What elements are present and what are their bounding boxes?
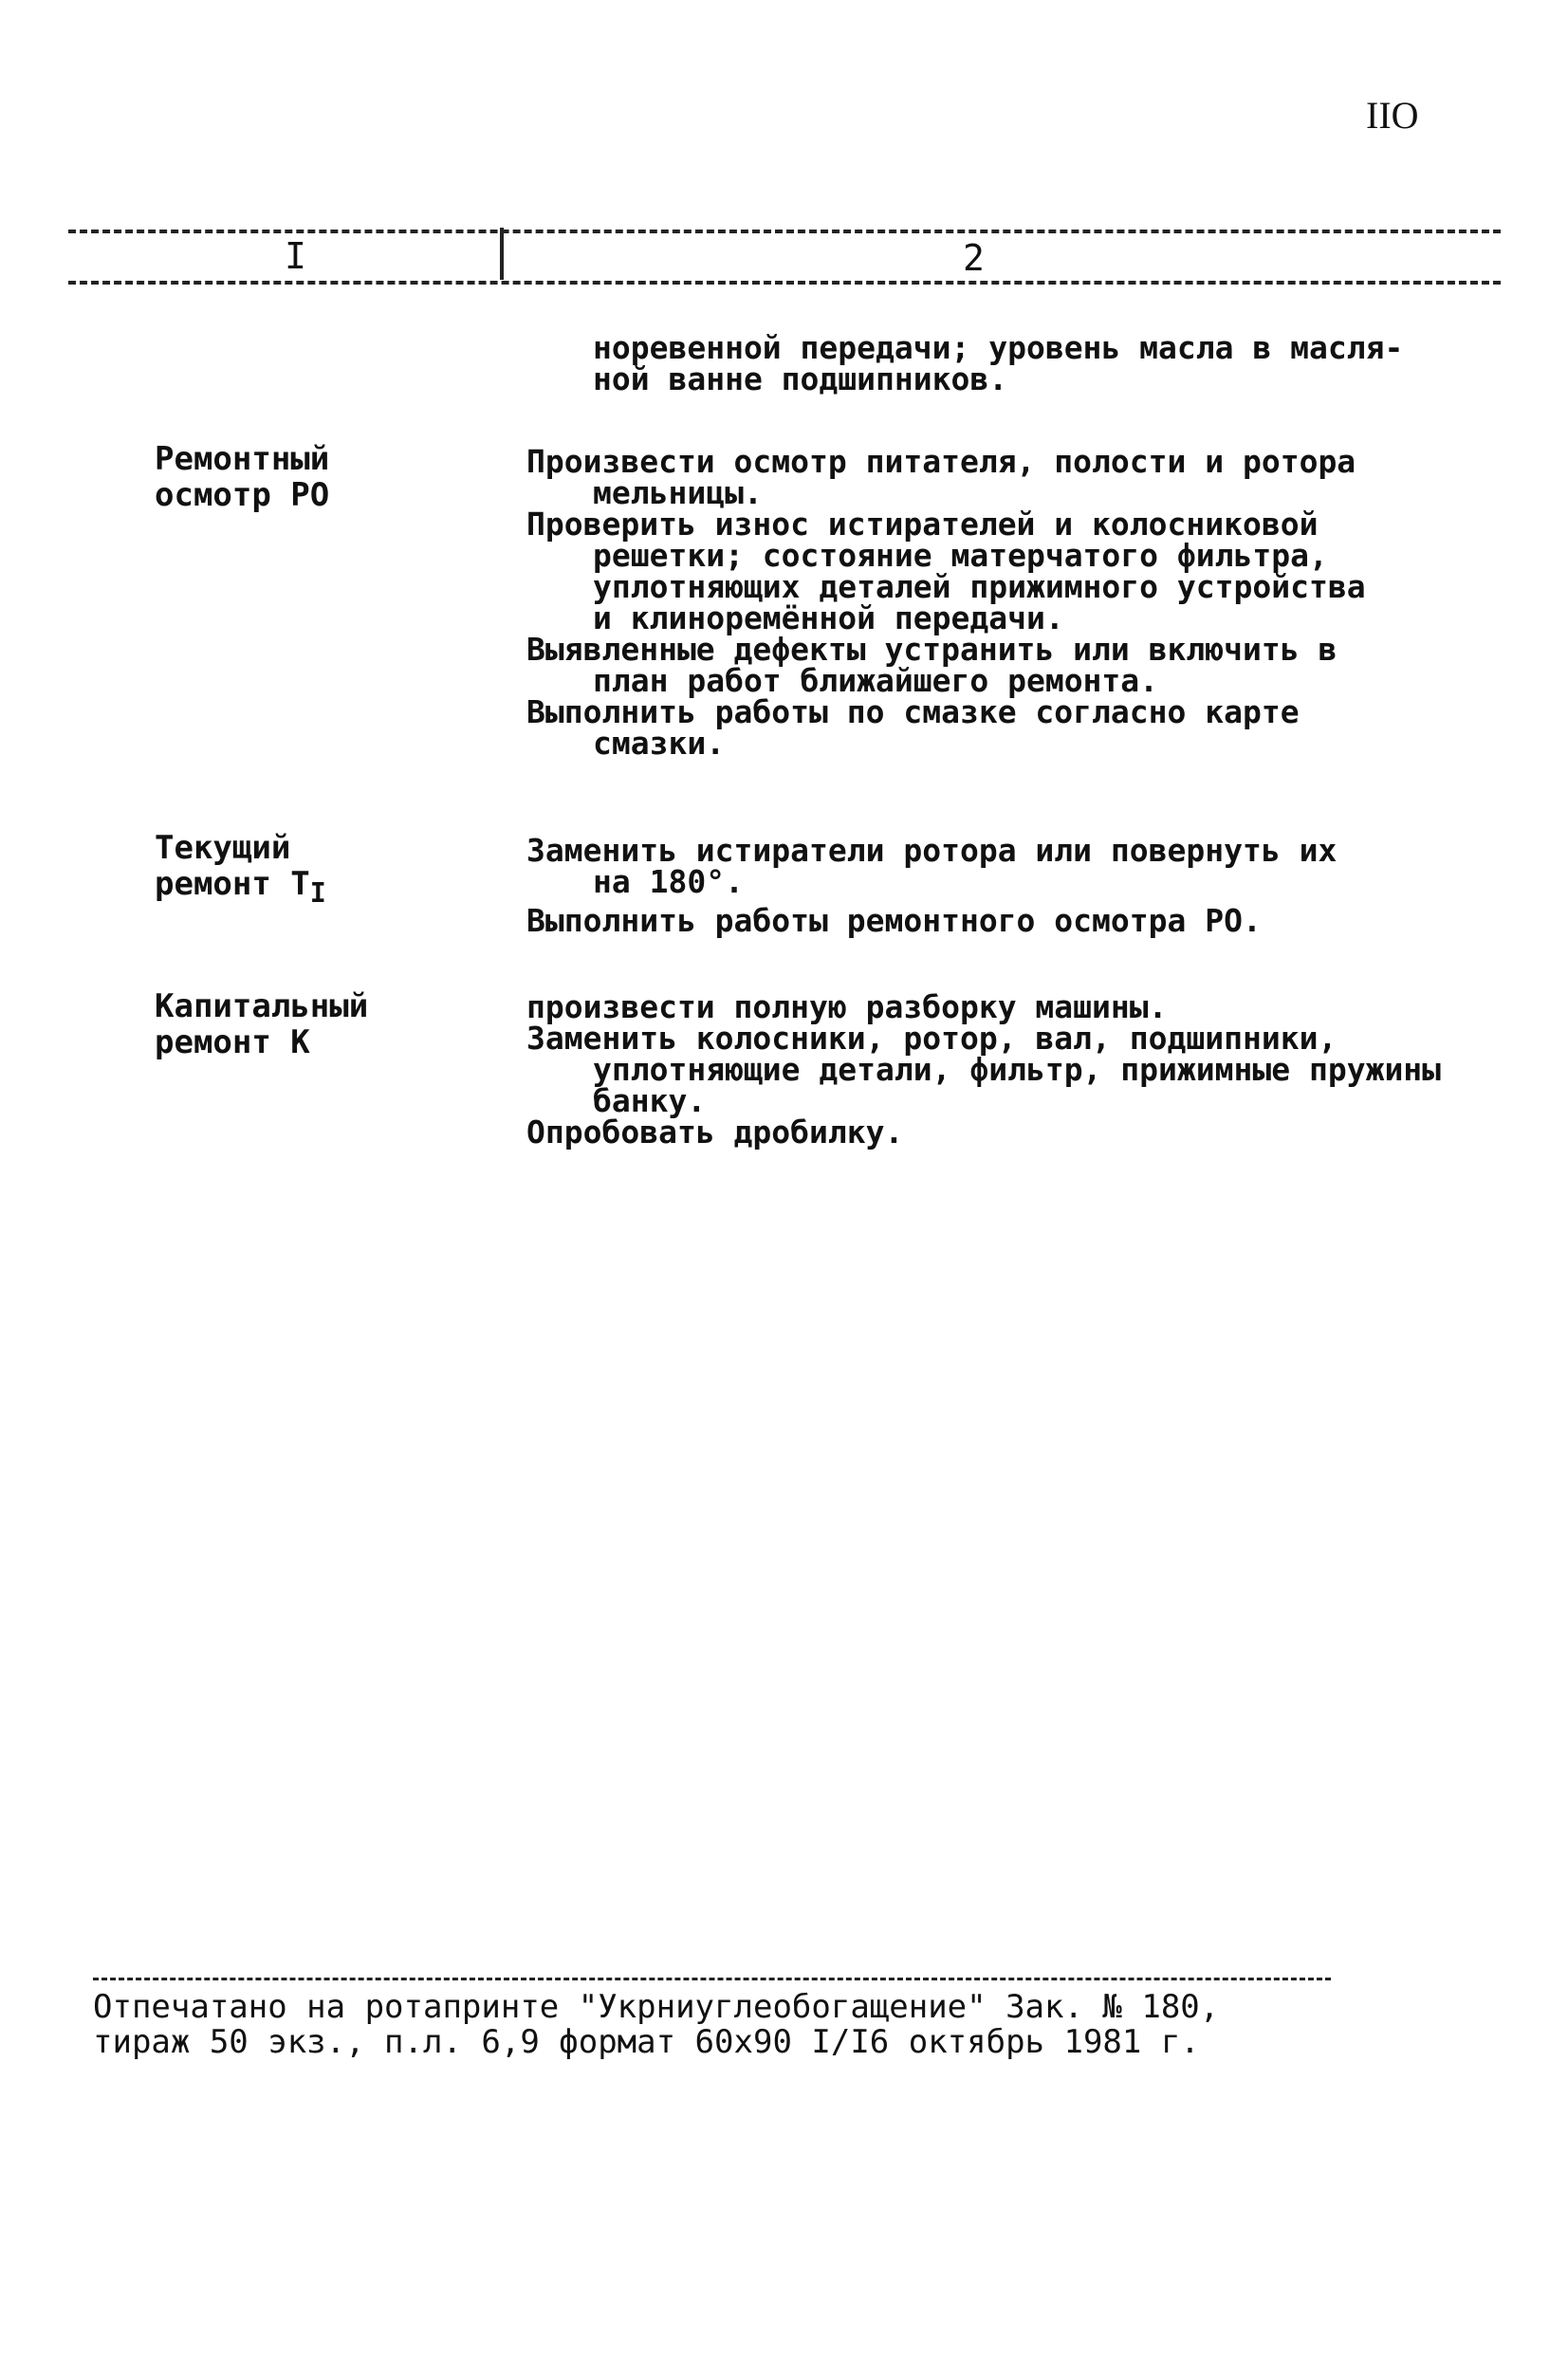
label-line: Ремонтный xyxy=(155,440,330,478)
text-line: Выполнить работы по смазке согласно карте xyxy=(526,693,1300,730)
header-rule-top xyxy=(68,230,1501,233)
label-line: ремонт Т xyxy=(155,865,310,903)
text-line: на 180°. xyxy=(593,863,744,900)
text-line: ной ванне подшипников. xyxy=(593,360,1008,397)
text-line: Опробовать дробилку. xyxy=(526,1114,904,1151)
row-text-inspection xyxy=(526,443,1532,762)
page-number: IIO xyxy=(1366,94,1419,137)
column-header-2: 2 xyxy=(963,237,985,279)
continuation-text xyxy=(593,329,1568,397)
label-subscript: I xyxy=(309,876,326,909)
text-line: уплотняющих деталей прижимного устройства xyxy=(593,568,1366,605)
text-line: произвести полную разборку машины. xyxy=(526,988,1168,1025)
column-header-1: I xyxy=(285,235,306,277)
row-label-capital-repair xyxy=(155,988,368,1060)
text-line: Проверить износ истирателей и колосниковой xyxy=(526,506,1319,543)
text-line: смазки. xyxy=(593,725,726,762)
row-text-current-repair xyxy=(526,832,1532,939)
row-text-capital-repair xyxy=(526,988,1532,1151)
text-line: Выявленные дефекты устранить или включить в xyxy=(526,631,1337,668)
row-label-inspection xyxy=(155,441,329,513)
header-rule-bottom xyxy=(68,281,1501,285)
text-line: норевенной передачи; уровень масла в масля- xyxy=(593,329,1404,366)
text-line: Заменить колосники, ротор, вал, подшипники, xyxy=(526,1020,1337,1057)
label-line: Текущий xyxy=(155,829,291,867)
footer-rule xyxy=(93,1978,1331,1980)
text-line: решетки; состояние матерчатого фильтра, xyxy=(593,537,1328,574)
footer-line: Отпечатано на ротапринте "Укрниуглеобогащение" Зак. № 180, xyxy=(93,1988,1220,2026)
imprint-footer xyxy=(93,1990,1219,2060)
label-line: осмотр РО xyxy=(155,476,330,514)
row-label-current-repair xyxy=(155,830,326,911)
label-line: Капитальный xyxy=(155,987,369,1025)
text-line: Выполнить работы ремонтного осмотра РО. xyxy=(526,902,1262,939)
footer-line: тираж 50 экз., п.л. 6,9 формат 60х90 I/I6 октябрь 1981 г. xyxy=(93,2023,1200,2061)
text-line: Заменить истиратели ротора или повернуть их xyxy=(526,832,1337,869)
label-line: ремонт К xyxy=(155,1023,310,1061)
text-line: уплотняющие детали, фильтр, прижимные пружины xyxy=(593,1051,1442,1088)
text-line: банку. xyxy=(593,1082,707,1119)
text-line: Произвести осмотр питателя, полости и ротора xyxy=(526,443,1356,480)
text-line: и клиноремённой передачи. xyxy=(593,599,1064,636)
column-divider xyxy=(500,228,504,280)
text-line: план работ ближайшего ремонта. xyxy=(593,662,1159,699)
text-line: мельницы. xyxy=(593,474,763,511)
